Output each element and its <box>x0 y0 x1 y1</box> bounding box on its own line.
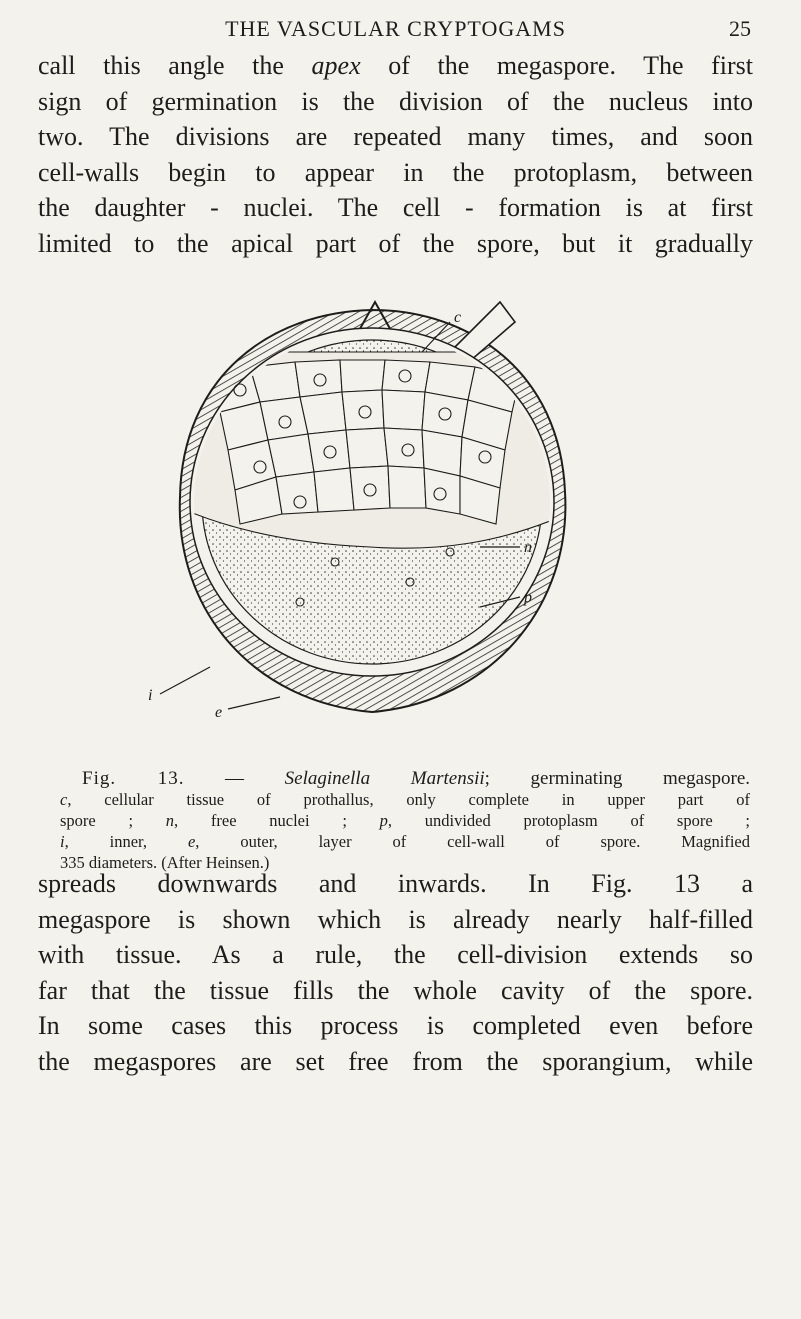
text-line: far that the tissue fills the whole cavity of the spore. <box>38 975 753 1005</box>
caption-line: i, inner, e, outer, layer of cell-wall of spore. Magnified <box>60 832 750 851</box>
text-line: two. The divisions are repeated many times, and soon <box>38 122 753 151</box>
page-number: 25 <box>729 16 751 41</box>
label-e: e <box>215 704 223 721</box>
text-line: In some cases this process is completed even before <box>38 1011 753 1040</box>
paragraph-bottom <box>38 866 753 1079</box>
running-title: THE VASCULAR CRYPTOGAMS <box>225 16 566 41</box>
label-p: p <box>524 589 532 606</box>
label-c: c <box>454 309 462 326</box>
megaspore-illustration <box>120 262 640 762</box>
text-line: cell-walls begin to appear in the protoplasm, between <box>38 157 753 187</box>
text-line: call this angle the apex of the megaspore. The first <box>38 51 753 80</box>
caption-line: spore ; n, free nuclei ; p, undivided protoplasm of spore ; <box>60 811 750 830</box>
caption-line: Fig. 13. — Selaginella Martensii; germinating megaspore. <box>82 768 751 789</box>
figure-caption <box>60 768 750 873</box>
text-line: with tissue. As a rule, the cell-division extends so <box>38 940 753 969</box>
text-line: sign of germination is the division of the nucleus into <box>38 86 753 116</box>
caption-line: 335 diameters. (After Heinsen.) <box>60 853 270 872</box>
label-i: i <box>148 687 153 704</box>
text-line: the daughter - nuclei. The cell - formation is at first <box>38 193 753 222</box>
caption-line: c, cellular tissue of prothallus, only complete in upper part of <box>60 790 750 809</box>
text-line: spreads downwards and inwards. In Fig. 13 a <box>38 869 753 898</box>
text-line: the megaspores are set free from the sporangium, while <box>38 1046 753 1076</box>
paragraph-top <box>38 48 753 261</box>
megaspore-figure <box>120 262 640 762</box>
text-line: megaspore is shown which is already nearly half-filled <box>38 904 753 934</box>
text-line: limited to the apical part of the spore, but it gradually <box>38 228 753 258</box>
label-n: n <box>524 539 532 556</box>
page-header <box>40 10 751 44</box>
